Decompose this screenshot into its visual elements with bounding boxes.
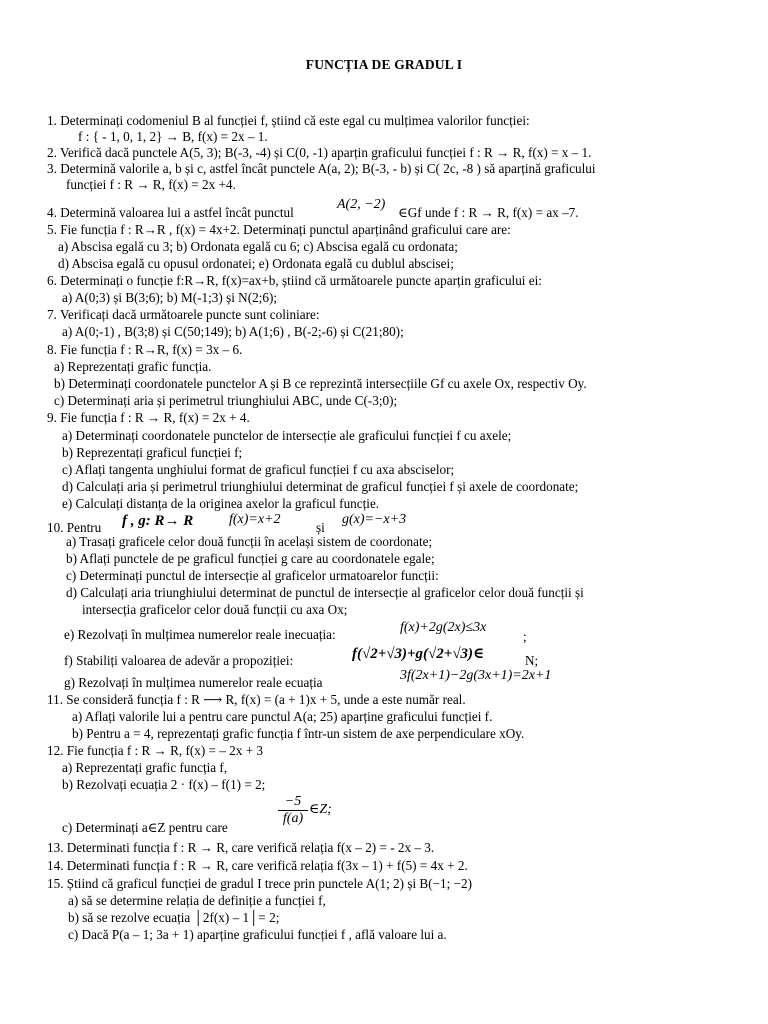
exercise-10-f-set: N; bbox=[525, 653, 539, 668]
exercise-10-d-cont: intersecția graficelor celor două funcții cu axa Ox; bbox=[82, 602, 348, 617]
exercise-4-cont: ∈Gf unde f : R → R, f(x) = ax –7. bbox=[398, 205, 579, 220]
exercise-2: 2. Verifică dacă punctele A(5, 3); B(-3, -4) și C(0, -1) aparțin graficului funcției f : R → R, f(x) = x – 1. bbox=[47, 145, 592, 160]
page-title: FUNCȚIA DE GRADUL I bbox=[305, 57, 463, 72]
exercise-10-g: g(x)=−x+3 bbox=[342, 512, 407, 527]
exercise-9-e: e) Calculați distanța de la originea axelor la graficul funcție. bbox=[62, 496, 380, 511]
exercise-12-set: ∈Z; bbox=[309, 802, 332, 817]
exercise-10-e-inequation: f(x)+2g(2x)≤3x bbox=[400, 620, 487, 635]
exercise-3-cont: funcției f : R → R, f(x) = 2x +4. bbox=[66, 177, 236, 192]
exercise-12-fraction bbox=[278, 794, 308, 827]
exercise-8-b: b) Determinați coordonatele punctelor A și B ce reprezintă intersecțiile Gf cu axele Ox, respectiv Oy. bbox=[54, 376, 587, 391]
exercise-8-a: a) Reprezentați grafic funcția. bbox=[54, 359, 212, 374]
exercise-7: 7. Verificați dacă următoarele puncte sunt coliniare: bbox=[47, 307, 320, 322]
exercise-15-b: b) să se rezolve ecuația │2f(x) – 1│= 2; bbox=[68, 910, 280, 925]
exercise-11-b: b) Pentru a = 4, reprezentați grafic funcția f într-un sistem de axe perpendiculare xOy. bbox=[72, 726, 525, 741]
exercise-10-g-equation: 3f(2x+1)−2g(3x+1)=2x+1 bbox=[400, 668, 552, 683]
exercise-5-abc: a) Abscisa egală cu 3; b) Ordonata egală cu 6; c) Abscisa egală cu ordonata; bbox=[58, 239, 458, 254]
exercise-10: 10. Pentru bbox=[47, 520, 102, 535]
exercise-10-f-proposition: f(√2+√3)+g(√2+√3)∈ bbox=[352, 646, 485, 662]
exercise-10-f: f(x)=x+2 bbox=[229, 512, 281, 527]
exercise-13: 13. Determinati funcția f : R → R, care verifică relația f(x – 2) = - 2x – 3. bbox=[47, 840, 435, 855]
exercise-12-b: b) Rezolvați ecuația 2 · f(x) – f(1) = 2; bbox=[62, 777, 266, 792]
exercise-10-e: e) Rezolvați în mulțimea numerelor reale inecuația: bbox=[64, 627, 336, 642]
exercise-14: 14. Determinati funcția f : R → R, care verifică relația f(3x – 1) + f(5) = 4x + 2. bbox=[47, 858, 468, 873]
fraction-numerator: −5 bbox=[278, 794, 308, 811]
exercise-10-domain: f , g: R→ R bbox=[122, 513, 194, 529]
exercise-5: 5. Fie funcția f : R→R , f(x) = 4x+2. Determinați punctul aparținând graficului care are: bbox=[47, 222, 511, 237]
exercise-10-and: și bbox=[316, 520, 325, 535]
exercise-9-d: d) Calculați aria și perimetrul triunghiului determinat de graficul funcției f și axele de coordonate; bbox=[62, 479, 579, 494]
exercise-15: 15. Știind că graficul funcției de gradul I trece prin punctele A(1; 2) și B(−1; −2) bbox=[47, 876, 473, 891]
exercise-9-c: c) Aflați tangenta unghiului format de graficul funcției f cu axa absciselor; bbox=[62, 462, 455, 477]
exercise-15-c: c) Dacă P(a – 1; 3a + 1) aparține graficului funcției f , află valoare lui a. bbox=[68, 927, 447, 942]
exercise-10-f: f) Stabiliți valoarea de adevăr a propoziției: bbox=[64, 653, 294, 668]
exercise-3: 3. Determină valorile a, b și c, astfel încât punctele A(a, 2); B(-3, - b) și C( 2c, -8 ) să aparțină graficului bbox=[47, 161, 596, 176]
exercise-4-point: A(2, −2) bbox=[337, 197, 386, 212]
exercise-5-de: d) Abscisa egală cu opusul ordonatei; e) Ordonata egală cu dublul abscisei; bbox=[58, 256, 454, 271]
exercise-15-a: a) să se determine relația de definiție a funcției f, bbox=[68, 893, 326, 908]
exercise-1: 1. Determinați codomeniul B al funcției f, știind că este egal cu mulțimea valorilor funcției: bbox=[47, 113, 530, 128]
exercise-8-c: c) Determinați aria și perimetrul triunghiului ABC, unde C(-3;0); bbox=[54, 393, 398, 408]
exercise-12-a: a) Reprezentați grafic funcția f, bbox=[62, 760, 228, 775]
exercise-10-a: a) Trasați graficele celor două funcții în același sistem de coordonate; bbox=[66, 534, 433, 549]
fraction-denominator: f(a) bbox=[282, 811, 304, 826]
exercise-10-b: b) Aflați punctele de pe graficul funcției g care au coordonatele egale; bbox=[66, 551, 435, 566]
exercise-12: 12. Fie funcția f : R → R, f(x) = – 2x + 3 bbox=[47, 743, 263, 758]
exercise-7-ab: a) A(0;-1) , B(3;8) și C(50;149); b) A(1;6) , B(-2;-6) și C(21;80); bbox=[62, 324, 404, 339]
exercise-10-e-end: ; bbox=[523, 629, 527, 644]
exercise-9: 9. Fie funcția f : R → R, f(x) = 2x + 4. bbox=[47, 410, 250, 425]
exercise-11: 11. Se consideră funcția f : R ⟶ R, f(x) = (a + 1)x + 5, unde a este număr real. bbox=[47, 692, 466, 707]
exercise-12-c: c) Determinați a∈Z pentru care bbox=[62, 820, 228, 835]
exercise-9-b: b) Reprezentați graficul funcției f; bbox=[62, 445, 243, 460]
exercise-11-a: a) Aflați valorile lui a pentru care punctul A(a; 25) aparține graficului funcției f. bbox=[72, 709, 493, 724]
exercise-10-d: d) Calculați aria triunghiului determinat de punctul de intersecție al graficelor celor două funcții și bbox=[66, 585, 584, 600]
exercise-10-c: c) Determinați punctul de intersecție al graficelor urmatoarelor funcții: bbox=[66, 568, 439, 583]
exercise-9-a: a) Determinați coordonatele punctelor de intersecție ale graficului funcției f cu axele; bbox=[62, 428, 512, 443]
exercise-8: 8. Fie funcția f : R→R, f(x) = 3x – 6. bbox=[47, 342, 243, 357]
exercise-6-ab: a) A(0;3) și B(3;6); b) M(-1;3) și N(2;6); bbox=[62, 290, 277, 305]
exercise-10-g: g) Rezolvați în mulțimea numerelor reale ecuația bbox=[64, 675, 323, 690]
exercise-1-function: f : { - 1, 0, 1, 2} → B, f(x) = 2x – 1. bbox=[78, 129, 268, 144]
exercise-6: 6. Determinați o funcție f:R→R, f(x)=ax+b, știind că următoarele puncte aparțin graficului ei: bbox=[47, 273, 542, 288]
exercise-4: 4. Determină valoarea lui a astfel încât punctul bbox=[47, 205, 294, 220]
